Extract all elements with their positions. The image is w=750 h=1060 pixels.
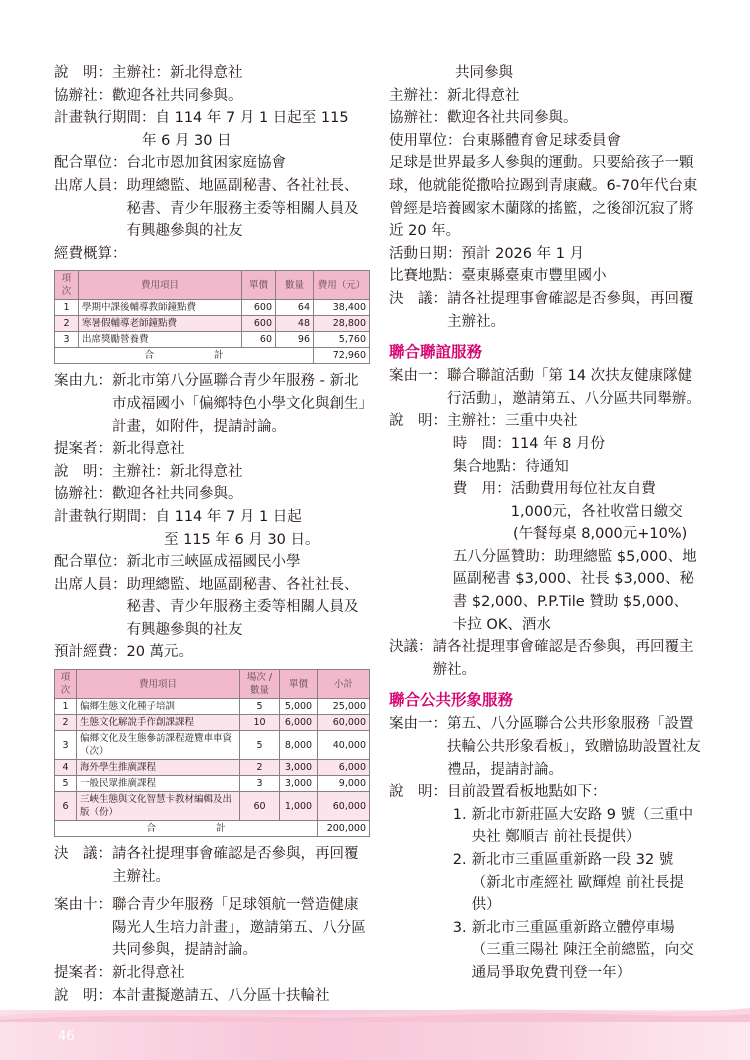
case-9-text: 新北市第八分區聯合青少年服務 - 新北市成福國小「偏鄉特色小學文化與創生」計畫，如附件，提請討論。 xyxy=(112,373,366,435)
case-1-row xyxy=(389,365,701,410)
table-row xyxy=(55,300,370,316)
fee-label: 費 用： xyxy=(452,481,511,498)
co-host-row xyxy=(389,107,701,130)
list-number: 3. xyxy=(452,919,467,936)
cell: 生態文化解說手作創課課程 xyxy=(77,715,240,731)
meeting-place-row xyxy=(389,456,701,479)
time-label: 時 間： xyxy=(452,435,511,452)
decision-row xyxy=(389,288,701,333)
table-row xyxy=(55,699,370,715)
co-host-value: 歡迎各社共同參與。 xyxy=(112,87,243,104)
desc-row xyxy=(389,410,701,433)
venue-value: 臺東縣臺東市豐里國小 xyxy=(461,268,607,285)
desc-row xyxy=(54,62,370,85)
user-unit-label: 使用單位： xyxy=(389,132,462,149)
proposer-value: 新北得意社 xyxy=(112,441,185,458)
cell: 600 xyxy=(242,300,276,316)
partner-label: 配合單位： xyxy=(54,554,127,571)
sponsor-text: 五八分區贊助：助理總監 $5,000、地區副秘書 $3,000、社長 $3,000、秘書 $2,000、P.P.Tile 贊助 $5,000、卡拉 OK、酒水 xyxy=(452,548,697,633)
col-header: 數量 xyxy=(276,271,314,300)
case-1-row xyxy=(389,713,701,781)
cell: 2 xyxy=(55,316,79,332)
desc-value: 主辦社：新北得意社 xyxy=(112,65,243,81)
cell: 出席獎勵營養費 xyxy=(79,332,242,348)
partner-label: 配合單位： xyxy=(54,155,127,172)
plan-period-value-cont: 至 115 年 6 月 30 日。 xyxy=(164,531,320,548)
plan-period-value: 自 114 年 7 月 1 日起 xyxy=(155,508,302,525)
time-row xyxy=(389,433,701,456)
cell: 3 xyxy=(55,731,77,760)
col-header: 費用（元） xyxy=(314,271,370,300)
attendees-label: 出席人員： xyxy=(54,576,127,593)
case-9-row xyxy=(54,370,370,438)
co-host-row xyxy=(54,483,370,506)
case-1-label: 案由一： xyxy=(389,368,447,385)
cell: 2 xyxy=(240,760,280,776)
co-host-row xyxy=(54,85,370,108)
cell: 6 xyxy=(55,792,77,821)
table-row xyxy=(55,731,370,760)
decision-row xyxy=(54,843,370,888)
list-number: 1. xyxy=(452,806,467,823)
proposer-label: 提案者： xyxy=(54,965,112,982)
left-column xyxy=(54,62,370,1007)
attendees-row xyxy=(54,574,370,642)
cell: 6,000 xyxy=(318,760,370,776)
list-item xyxy=(389,849,701,917)
case-10-text: 聯合青少年服務「足球領航一營造健康陽光人生培力計畫」，邀請第五、八分區共同參與，提請討論。 xyxy=(112,897,366,959)
cell: 4 xyxy=(55,760,77,776)
col-header: 項次 xyxy=(55,271,79,300)
table-total-row xyxy=(55,348,370,364)
decision-text: 請各社提理事會確認是否參與，再回覆主辦社。 xyxy=(432,639,694,678)
cell: 1,000 xyxy=(280,792,318,821)
host-value: 新北得意社 xyxy=(447,87,520,104)
section-heading-fellowship: 聯合聯誼服務 xyxy=(389,343,483,362)
cell: 5 xyxy=(240,731,280,760)
cell: 3 xyxy=(55,332,79,348)
cell: 3 xyxy=(240,776,280,792)
proposer-value: 新北得意社 xyxy=(112,965,185,982)
budget-label: 經費概算： xyxy=(54,245,127,262)
desc-label: 說 明： xyxy=(54,987,112,1004)
list-text: 新北市三重區重新路一段 32 號（新北市產經社 歐輝煌 前社長提供） xyxy=(471,852,684,914)
col-header: 項次 xyxy=(55,670,77,699)
fee-value: 活動費用每位社友自費 1,000元，各社收當日繳交 xyxy=(510,481,683,520)
desc-label: 說 明： xyxy=(54,463,112,480)
budget-table-2 xyxy=(54,669,370,837)
proposer-row xyxy=(54,438,370,461)
cell: 48 xyxy=(276,316,314,332)
cell: 60 xyxy=(242,332,276,348)
cell: 60,000 xyxy=(318,792,370,821)
footer-wave-decoration xyxy=(0,1002,750,1022)
cell: 1 xyxy=(55,300,79,316)
table-row xyxy=(55,760,370,776)
cell: 6,000 xyxy=(280,715,318,731)
list-item xyxy=(389,804,701,849)
cell: 偏鄉生態文化種子培訓 xyxy=(77,699,240,715)
host-label: 主辦社： xyxy=(389,87,447,104)
col-header: 單價 xyxy=(280,670,318,699)
cell: 96 xyxy=(276,332,314,348)
cell: 一般民眾推廣課程 xyxy=(77,776,240,792)
time-value: 114 年 8 月份 xyxy=(510,435,606,452)
cell: 64 xyxy=(276,300,314,316)
cell: 偏鄉文化及生態參訪課程遊覽車車資（次） xyxy=(77,731,240,760)
cell: 10 xyxy=(240,715,280,731)
desc-value: 本計畫擬邀請五、八分區十扶輪社 xyxy=(112,987,330,1004)
co-host-label: 協辦社： xyxy=(54,486,112,503)
cell: 5 xyxy=(240,699,280,715)
table-row xyxy=(55,316,370,332)
list-number: 2. xyxy=(452,852,467,868)
case-1-label: 案由一： xyxy=(389,716,447,733)
decision-label: 決議： xyxy=(389,639,433,656)
total-value: 200,000 xyxy=(318,821,370,837)
total-label-cell xyxy=(55,821,318,837)
case-1-text: 第五、八分區聯合公共形象服務「設置扶輪公共形象看板」，致贈協助設置社友禮品，提請討論。 xyxy=(447,716,701,778)
right-column xyxy=(389,62,701,985)
list-item xyxy=(389,917,701,985)
co-host-label: 協辦社： xyxy=(389,110,447,127)
desc-row xyxy=(54,461,370,484)
case-10-row xyxy=(54,894,370,962)
cell: 9,000 xyxy=(318,776,370,792)
cell: 5,760 xyxy=(314,332,370,348)
section-heading-public-image: 聯合公共形象服務 xyxy=(389,691,514,710)
col-header: 單價 xyxy=(242,271,276,300)
cell: 5,000 xyxy=(280,699,318,715)
table-header xyxy=(55,670,370,699)
table-row xyxy=(55,715,370,731)
decision-text: 請各社提理事會確認是否參與，再回覆主辦社。 xyxy=(447,290,694,330)
attendees-value: 助理總監、地區副秘書、各社社長、秘書、青少年服務主委等相關人員及有興趣參與的社友 xyxy=(126,177,359,240)
cell: 60 xyxy=(240,792,280,821)
desc-value: 目前設置看板地點如下： xyxy=(447,784,607,801)
total-label-a: 合 xyxy=(144,350,154,362)
fee-note: (午餐每桌 8,000元+10%) xyxy=(513,526,688,543)
proposer-label: 提案者： xyxy=(54,441,112,458)
co-host-value: 歡迎各社共同參與。 xyxy=(447,110,578,127)
date-value: 預計 2026 年 1 月 xyxy=(461,245,585,262)
decision-label: 決 議： xyxy=(389,290,447,307)
cell: 60,000 xyxy=(318,715,370,731)
budget-value: 20 萬元。 xyxy=(126,644,194,661)
plan-period-value: 自 114 年 7 月 1 日起至 115 xyxy=(155,110,349,127)
decision-text: 請各社提理事會確認是否參與，再回覆主辦社。 xyxy=(112,846,359,885)
date-row xyxy=(389,243,701,266)
user-unit-value: 台東縣體育會足球委員會 xyxy=(461,132,621,149)
desc-row xyxy=(389,781,701,804)
cell: 5 xyxy=(55,776,77,792)
partner-value: 台北市恩加貧困家庭協會 xyxy=(126,155,286,172)
user-unit-row xyxy=(389,130,701,153)
partner-row xyxy=(54,152,370,175)
desc-host: 主辦社：三重中央社 xyxy=(447,413,578,430)
cell: 3,000 xyxy=(280,776,318,792)
host-row xyxy=(389,85,701,108)
desc-label: 說 明： xyxy=(389,413,447,430)
budget-row xyxy=(54,641,370,664)
date-label: 活動日期： xyxy=(389,245,462,262)
list-text: 新北市三重區重新路立體停車場（三重三陽社 陳汪全前總監，向交通局爭取免費刊登一年） xyxy=(471,919,694,981)
plan-period-label: 計畫執行期間： xyxy=(54,508,156,525)
cell: 海外學生推廣課程 xyxy=(77,760,240,776)
fee-row xyxy=(389,478,701,523)
table-row xyxy=(55,792,370,821)
list-text: 新北市新莊區大安路 9 號（三重中央社 鄭順吉 前社長提供） xyxy=(471,806,694,846)
case-1-text: 聯合聯誼活動「第 14 次扶友健康隊健行活動」，邀請第五、八分區共同舉辦。 xyxy=(447,368,701,407)
total-value: 72,960 xyxy=(314,348,370,364)
cell: 學期中課後輔導教師鐘點費 xyxy=(79,300,242,316)
cell: 3,000 xyxy=(280,760,318,776)
cell: 三峽生態與文化智慧卡教材編輯及出版（份） xyxy=(77,792,240,821)
plan-period-value-cont: 年 6 月 30 日 xyxy=(142,132,232,149)
col-header: 小計 xyxy=(318,670,370,699)
case-10-label: 案由十： xyxy=(54,897,112,914)
plan-period-label: 計畫執行期間： xyxy=(54,110,156,127)
cell: 600 xyxy=(242,316,276,332)
attendees-row xyxy=(54,175,370,243)
case-9-label: 案由九： xyxy=(54,373,112,390)
attendees-value: 助理總監、地區副秘書、各社社長、秘書、青少年服務主委等相關人員及有興趣參與的社友 xyxy=(126,576,359,638)
proposer-row xyxy=(54,962,370,985)
cell: 1 xyxy=(55,699,77,715)
attendees-label: 出席人員： xyxy=(54,177,127,194)
budget-label: 預計經費： xyxy=(54,644,127,661)
cell: 8,000 xyxy=(280,731,318,760)
total-label-cell xyxy=(55,348,314,364)
decision-label: 決 議： xyxy=(54,846,112,863)
partner-value: 新北市三峽區成福國民小學 xyxy=(126,554,301,571)
cell: 40,000 xyxy=(318,731,370,760)
col-header: 場次 / 數量 xyxy=(240,670,280,699)
meeting-place-value: 待通知 xyxy=(525,458,569,475)
venue-label: 比賽地點： xyxy=(389,268,462,285)
continued-text: 共同參與 xyxy=(455,65,513,81)
cell: 28,800 xyxy=(314,316,370,332)
plan-period-row xyxy=(54,107,370,130)
desc-label: 說 明： xyxy=(389,784,447,801)
venue-row xyxy=(389,265,701,288)
desc-label: 說 明： xyxy=(54,65,112,81)
plan-period-row xyxy=(54,506,370,529)
cell: 38,400 xyxy=(314,300,370,316)
page-number: 46 xyxy=(58,1029,75,1044)
total-label-a: 合 xyxy=(146,823,156,835)
table-total-row xyxy=(55,821,370,837)
total-label-b: 計 xyxy=(216,823,226,835)
cell: 2 xyxy=(55,715,77,731)
total-label-b: 計 xyxy=(214,350,224,362)
cell: 寒暑假輔導老師鐘點費 xyxy=(79,316,242,332)
table-row xyxy=(55,776,370,792)
meeting-place-label: 集合地點： xyxy=(452,458,526,475)
partner-row xyxy=(54,551,370,574)
cell: 25,000 xyxy=(318,699,370,715)
col-header: 費用項目 xyxy=(79,271,242,300)
budget-table-1 xyxy=(54,270,370,364)
football-paragraph: 足球是世界最多人參與的運動。只要給孩子一顆球，他就能從撒哈拉踢到青康藏。6-70年代台東曾經是培養國家木蘭隊的搖籃，之後卻沉寂了將近 20 年。 xyxy=(389,155,698,240)
co-host-label: 協辦社： xyxy=(54,87,112,104)
decision-row xyxy=(389,636,701,681)
table-header xyxy=(55,271,370,300)
col-header: 費用項目 xyxy=(77,670,240,699)
co-host-value: 歡迎各社共同參與。 xyxy=(112,486,243,503)
table-row xyxy=(55,332,370,348)
desc-value: 主辦社：新北得意社 xyxy=(112,463,243,480)
